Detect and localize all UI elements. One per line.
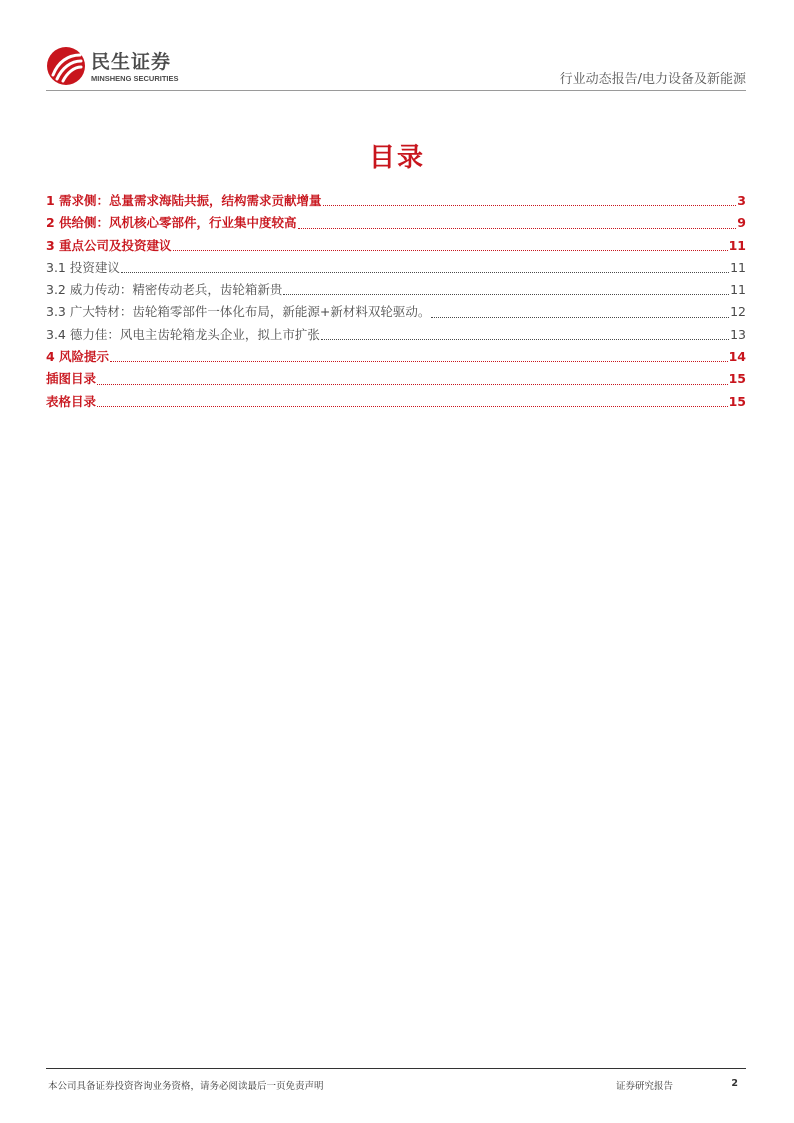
toc-entry-page: 9 [737,215,746,231]
toc-entry-page: 11 [730,259,746,275]
toc-entry[interactable] [46,346,746,368]
toc-entry-page: 3 [737,193,746,208]
footer-divider [46,1068,746,1069]
toc-entry-page: 13 [730,326,746,342]
logo-name-en: MINSHENG SECURITIES [91,74,179,83]
toc-entry[interactable] [46,391,746,413]
brand-logo [46,46,196,86]
footer-report-type: 证券研究报告 [616,1081,674,1092]
toc-leader-dots [121,272,729,273]
toc-entry-page: 15 [728,393,746,409]
toc-entry-title: 4 风险提示 [46,349,110,365]
toc-entry[interactable] [46,257,746,279]
logo-name-cn: 民生证券 [91,51,172,73]
toc-entry[interactable] [46,301,746,323]
toc-entry-title: 2 供给侧：风机核心零部件，行业集中度较高 [46,215,297,231]
toc-entry-page: 14 [728,349,746,365]
toc-entry[interactable] [46,212,746,234]
toc-leader-dots [298,228,737,229]
toc-leader-dots [321,339,729,340]
toc-entry-title: 插图目录 [46,371,97,387]
toc-entry-title: 3.2 威力传动：精密传动老兵，齿轮箱新贵 [46,282,283,298]
report-category: 行业动态报告/电力设备及新能源 [559,72,746,87]
toc-leader-dots [431,317,729,318]
toc-entry-page: 11 [730,282,746,298]
toc-leader-dots [97,384,728,385]
footer-disclaimer: 本公司具备证券投资咨询业务资格，请务必阅读最后一页免责声明 [48,1081,324,1092]
toc-entry-page: 11 [728,237,746,253]
toc-entry[interactable] [46,190,746,212]
toc-leader-dots [110,361,728,362]
toc-entry-title: 3.3 广大特材：齿轮箱零部件一体化布局，新能源+新材料双轮驱动。 [46,304,431,320]
toc-entry-title: 3.1 投资建议 [46,259,120,275]
toc-entry[interactable] [46,279,746,301]
toc-entry-title: 3 重点公司及投资建议 [46,237,172,253]
table-of-contents [46,190,746,413]
toc-entry-page: 12 [730,304,746,320]
toc-leader-dots [283,294,729,295]
page-number: 2 [731,1078,738,1089]
header-divider [46,90,746,91]
toc-entry[interactable] [46,324,746,346]
toc-entry-title: 表格目录 [46,393,97,409]
toc-entry-page: 15 [728,371,746,387]
toc-entry-title: 1 需求侧：总量需求海陆共振，结构需求贡献增量 [46,193,322,208]
toc-leader-dots [323,205,737,206]
minsheng-logo-icon [46,46,86,86]
toc-entry-title: 3.4 德力佳：风电主齿轮箱龙头企业，拟上市扩张 [46,326,320,342]
toc-leader-dots [97,406,728,407]
toc-leader-dots [173,250,728,251]
toc-entry[interactable] [46,368,746,390]
toc-entry[interactable] [46,235,746,257]
toc-title: 目录 [368,143,425,173]
